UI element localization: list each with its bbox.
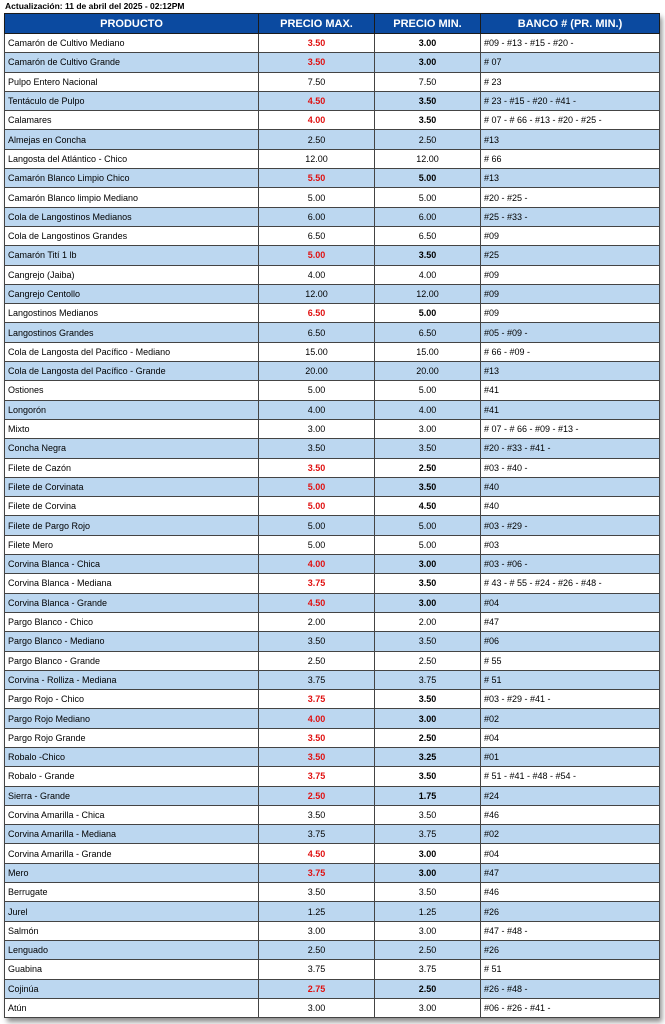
max-price-cell: 5.50 [259,169,375,188]
max-price-cell: 6.50 [259,323,375,342]
header-min-price: PRECIO MIN. [375,14,481,34]
bank-cell: #06 - #26 - #41 - [481,998,660,1017]
update-timestamp: Actualización: 11 de abril del 2025 - 02:12PM [5,1,185,11]
min-price-cell: 3.50 [375,246,481,265]
bank-cell: #09 [481,226,660,245]
min-price-cell: 3.00 [375,593,481,612]
bank-cell: #03 - #29 - #41 - [481,690,660,709]
max-price-cell: 3.50 [259,883,375,902]
max-price-cell: 6.50 [259,304,375,323]
product-cell: Corvina Amarilla - Grande [5,844,259,863]
table-row [5,960,660,979]
product-cell: Corvina Blanca - Mediana [5,574,259,593]
product-cell: Camarón de Cultivo Grande [5,53,259,72]
max-price-cell: 3.75 [259,960,375,979]
min-price-cell: 2.50 [375,728,481,747]
max-price-cell: 4.50 [259,593,375,612]
product-cell: Mero [5,863,259,882]
product-cell: Berrugate [5,883,259,902]
table-row [5,477,660,496]
table-row [5,439,660,458]
min-price-cell: 3.00 [375,921,481,940]
bank-cell: #41 [481,400,660,419]
product-cell: Pulpo Entero Nacional [5,72,259,91]
product-cell: Atún [5,998,259,1017]
table-row [5,883,660,902]
table-row [5,825,660,844]
table-row [5,34,660,53]
product-cell: Cangrejo (Jaiba) [5,265,259,284]
bank-cell: #06 [481,632,660,651]
product-cell: Lenguado [5,940,259,959]
bank-cell: #26 - #48 - [481,979,660,998]
min-price-cell: 3.00 [375,53,481,72]
table-row [5,728,660,747]
min-price-cell: 5.00 [375,381,481,400]
table-row [5,130,660,149]
product-cell: Camarón Tití 1 lb [5,246,259,265]
product-cell: Corvina - Rolliza - Mediana [5,670,259,689]
product-cell: Camarón Blanco limpio Mediano [5,188,259,207]
min-price-cell: 5.00 [375,535,481,554]
product-cell: Robalo - Grande [5,767,259,786]
max-price-cell: 12.00 [259,149,375,168]
table-row [5,690,660,709]
min-price-cell: 7.50 [375,72,481,91]
product-cell: Camarón Blanco Limpio Chico [5,169,259,188]
min-price-cell: 3.00 [375,555,481,574]
table-row [5,111,660,130]
min-price-cell: 3.75 [375,670,481,689]
table-row [5,593,660,612]
table-row [5,747,660,766]
max-price-cell: 3.50 [259,805,375,824]
max-price-cell: 4.00 [259,111,375,130]
table-row [5,400,660,419]
table-row [5,149,660,168]
product-cell: Tentáculo de Pulpo [5,91,259,110]
min-price-cell: 3.50 [375,574,481,593]
product-cell: Cola de Langosta del Pacífico - Grande [5,362,259,381]
bank-cell: #03 - #06 - [481,555,660,574]
bank-cell: #20 - #33 - #41 - [481,439,660,458]
bank-cell: #03 - #29 - [481,516,660,535]
min-price-cell: 5.00 [375,304,481,323]
min-price-cell: 3.00 [375,844,481,863]
bank-cell: #25 - #33 - [481,207,660,226]
product-cell: Calamares [5,111,259,130]
min-price-cell: 3.00 [375,419,481,438]
min-price-cell: 3.75 [375,825,481,844]
min-price-cell: 3.50 [375,767,481,786]
min-price-cell: 3.00 [375,863,481,882]
min-price-cell: 2.50 [375,979,481,998]
min-price-cell: 2.50 [375,940,481,959]
product-cell: Corvina Blanca - Grande [5,593,259,612]
min-price-cell: 3.50 [375,111,481,130]
max-price-cell: 4.50 [259,844,375,863]
max-price-cell: 5.00 [259,516,375,535]
product-cell: Langosta del Atlántico - Chico [5,149,259,168]
max-price-cell: 3.75 [259,825,375,844]
product-cell: Cola de Langostinos Medianos [5,207,259,226]
bank-cell: #40 [481,477,660,496]
product-cell: Robalo -Chico [5,747,259,766]
header-max-price: PRECIO MAX. [259,14,375,34]
max-price-cell: 6.00 [259,207,375,226]
min-price-cell: 3.75 [375,960,481,979]
max-price-cell: 4.00 [259,709,375,728]
product-cell: Cangrejo Centollo [5,284,259,303]
min-price-cell: 3.50 [375,690,481,709]
min-price-cell: 2.00 [375,612,481,631]
bank-cell: #09 [481,304,660,323]
max-price-cell: 3.75 [259,670,375,689]
bank-cell: #09 [481,265,660,284]
max-price-cell: 3.50 [259,439,375,458]
min-price-cell: 3.50 [375,91,481,110]
bank-cell: # 55 [481,651,660,670]
min-price-cell: 3.00 [375,998,481,1017]
bank-cell: # 51 [481,670,660,689]
table-row [5,323,660,342]
min-price-cell: 2.50 [375,458,481,477]
min-price-cell: 12.00 [375,149,481,168]
max-price-cell: 3.75 [259,690,375,709]
min-price-cell: 12.00 [375,284,481,303]
bank-cell: #02 [481,825,660,844]
product-cell: Corvina Amarilla - Chica [5,805,259,824]
bank-cell: #04 [481,728,660,747]
min-price-cell: 3.00 [375,709,481,728]
bank-cell: #02 [481,709,660,728]
bank-cell: #26 [481,902,660,921]
bank-cell: # 23 - #15 - #20 - #41 - [481,91,660,110]
table-row [5,786,660,805]
bank-cell: #41 [481,381,660,400]
bank-cell: #03 [481,535,660,554]
min-price-cell: 6.50 [375,226,481,245]
bank-cell: #13 [481,130,660,149]
max-price-cell: 4.00 [259,265,375,284]
product-cell: Cola de Langostinos Grandes [5,226,259,245]
min-price-cell: 3.00 [375,34,481,53]
bank-cell: #25 [481,246,660,265]
min-price-cell: 4.50 [375,497,481,516]
min-price-cell: 5.00 [375,169,481,188]
min-price-cell: 4.00 [375,265,481,284]
min-price-cell: 3.25 [375,747,481,766]
max-price-cell: 2.50 [259,940,375,959]
max-price-cell: 4.00 [259,400,375,419]
min-price-cell: 2.50 [375,130,481,149]
table-row [5,246,660,265]
bank-cell: #04 [481,593,660,612]
max-price-cell: 3.00 [259,921,375,940]
product-cell: Corvina Amarilla - Mediana [5,825,259,844]
table-row [5,921,660,940]
max-price-cell: 2.50 [259,651,375,670]
max-price-cell: 3.00 [259,419,375,438]
min-price-cell: 20.00 [375,362,481,381]
bank-cell: #03 - #40 - [481,458,660,477]
table-row [5,284,660,303]
max-price-cell: 3.50 [259,728,375,747]
bank-cell: # 07 - # 66 - #13 - #20 - #25 - [481,111,660,130]
max-price-cell: 1.25 [259,902,375,921]
bank-cell: #09 - #13 - #15 - #20 - [481,34,660,53]
table-row [5,805,660,824]
table-header-row [5,14,660,34]
min-price-cell: 1.25 [375,902,481,921]
table-row [5,979,660,998]
table-row [5,169,660,188]
max-price-cell: 12.00 [259,284,375,303]
bank-cell: # 66 [481,149,660,168]
table-row [5,207,660,226]
bank-cell: #09 [481,284,660,303]
min-price-cell: 3.50 [375,632,481,651]
table-row [5,188,660,207]
product-cell: Salmón [5,921,259,940]
bank-cell: #47 [481,863,660,882]
table-row [5,381,660,400]
bank-cell: # 07 - # 66 - #09 - #13 - [481,419,660,438]
table-row [5,940,660,959]
bank-cell: #20 - #25 - [481,188,660,207]
bank-cell: # 43 - # 55 - #24 - #26 - #48 - [481,574,660,593]
price-table-container [4,13,659,1018]
table-row [5,670,660,689]
max-price-cell: 3.50 [259,632,375,651]
product-cell: Jurel [5,902,259,921]
bank-cell: # 51 - #41 - #48 - #54 - [481,767,660,786]
max-price-cell: 2.00 [259,612,375,631]
max-price-cell: 7.50 [259,72,375,91]
max-price-cell: 3.50 [259,34,375,53]
table-row [5,72,660,91]
min-price-cell: 3.50 [375,439,481,458]
table-row [5,497,660,516]
max-price-cell: 5.00 [259,246,375,265]
max-price-cell: 5.00 [259,381,375,400]
max-price-cell: 5.00 [259,535,375,554]
table-row [5,342,660,361]
table-row [5,516,660,535]
max-price-cell: 5.00 [259,497,375,516]
table-row [5,651,660,670]
max-price-cell: 3.75 [259,574,375,593]
table-row [5,304,660,323]
min-price-cell: 1.75 [375,786,481,805]
product-cell: Longorón [5,400,259,419]
max-price-cell: 3.50 [259,53,375,72]
bank-cell: #01 [481,747,660,766]
table-row [5,458,660,477]
max-price-cell: 2.50 [259,786,375,805]
bank-cell: #47 - #48 - [481,921,660,940]
max-price-cell: 2.75 [259,979,375,998]
min-price-cell: 2.50 [375,651,481,670]
max-price-cell: 6.50 [259,226,375,245]
price-table [4,13,660,1018]
table-body [5,34,660,1018]
product-cell: Langostinos Medianos [5,304,259,323]
table-row [5,91,660,110]
product-cell: Mixto [5,419,259,438]
max-price-cell: 3.00 [259,998,375,1017]
product-cell: Pargo Blanco - Mediano [5,632,259,651]
table-row [5,535,660,554]
product-cell: Filete de Pargo Rojo [5,516,259,535]
product-cell: Corvina Blanca - Chica [5,555,259,574]
bank-cell: #05 - #09 - [481,323,660,342]
bank-cell: #47 [481,612,660,631]
bank-cell: #24 [481,786,660,805]
product-cell: Guabina [5,960,259,979]
product-cell: Cola de Langosta del Pacífico - Mediano [5,342,259,361]
min-price-cell: 6.00 [375,207,481,226]
table-row [5,265,660,284]
table-row [5,362,660,381]
product-cell: Pargo Blanco - Grande [5,651,259,670]
table-row [5,612,660,631]
product-cell: Filete de Corvinata [5,477,259,496]
table-row [5,709,660,728]
min-price-cell: 3.50 [375,805,481,824]
min-price-cell: 5.00 [375,516,481,535]
bank-cell: # 51 [481,960,660,979]
product-cell: Almejas en Concha [5,130,259,149]
bank-cell: #40 [481,497,660,516]
bank-cell: # 07 [481,53,660,72]
min-price-cell: 6.50 [375,323,481,342]
min-price-cell: 5.00 [375,188,481,207]
bank-cell: # 66 - #09 - [481,342,660,361]
min-price-cell: 4.00 [375,400,481,419]
table-row [5,555,660,574]
product-cell: Cojinúa [5,979,259,998]
table-row [5,419,660,438]
table-row [5,844,660,863]
table-row [5,767,660,786]
bank-cell: #46 [481,805,660,824]
product-cell: Langostinos Grandes [5,323,259,342]
bank-cell: #13 [481,362,660,381]
header-bank: BANCO # (PR. MIN.) [481,14,660,34]
min-price-cell: 3.50 [375,477,481,496]
bank-cell: #46 [481,883,660,902]
bank-cell: #04 [481,844,660,863]
max-price-cell: 4.00 [259,555,375,574]
table-row [5,863,660,882]
max-price-cell: 15.00 [259,342,375,361]
bank-cell: #26 [481,940,660,959]
table-row [5,998,660,1017]
table-row [5,53,660,72]
header-product: PRODUCTO [5,14,259,34]
bank-cell: #13 [481,169,660,188]
max-price-cell: 3.50 [259,458,375,477]
product-cell: Pargo Rojo - Chico [5,690,259,709]
product-cell: Filete Mero [5,535,259,554]
max-price-cell: 3.75 [259,767,375,786]
product-cell: Camarón de Cultivo Mediano [5,34,259,53]
max-price-cell: 5.00 [259,477,375,496]
max-price-cell: 2.50 [259,130,375,149]
max-price-cell: 3.50 [259,747,375,766]
max-price-cell: 4.50 [259,91,375,110]
product-cell: Pargo Blanco - Chico [5,612,259,631]
min-price-cell: 3.50 [375,883,481,902]
product-cell: Sierra - Grande [5,786,259,805]
product-cell: Concha Negra [5,439,259,458]
product-cell: Pargo Rojo Grande [5,728,259,747]
table-row [5,226,660,245]
product-cell: Ostiones [5,381,259,400]
table-row [5,632,660,651]
bank-cell: # 23 [481,72,660,91]
table-row [5,902,660,921]
product-cell: Filete de Cazón [5,458,259,477]
max-price-cell: 20.00 [259,362,375,381]
table-row [5,574,660,593]
min-price-cell: 15.00 [375,342,481,361]
max-price-cell: 3.75 [259,863,375,882]
product-cell: Filete de Corvina [5,497,259,516]
product-cell: Pargo Rojo Mediano [5,709,259,728]
max-price-cell: 5.00 [259,188,375,207]
